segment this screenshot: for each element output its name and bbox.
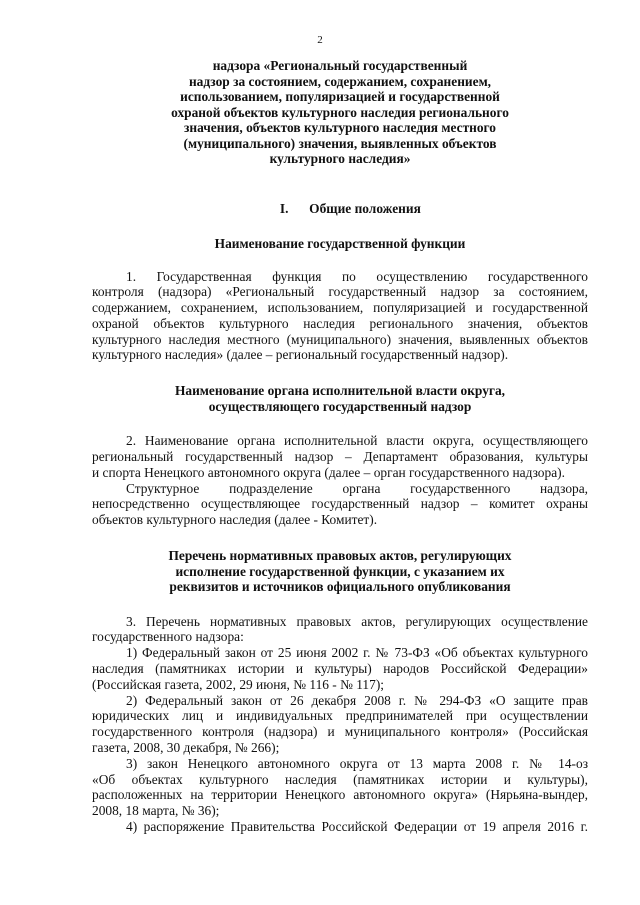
paragraph-line: государственного контроля (надзора) и муниципального контроля» (Российская <box>92 724 588 740</box>
paragraph-line: 1) Федеральный закон от 25 июня 2002 г. № 73-ФЗ «Об объектах культурного <box>126 645 588 661</box>
paragraph-line: 2008, 18 марта, № 36); <box>92 803 220 819</box>
title-line: культурного наследия» <box>269 151 411 166</box>
section-title: Общие положения <box>309 200 421 216</box>
document-title <box>92 58 588 167</box>
paragraph-line: 3) закон Ненецкого автономного округа от 13 марта 2008 г. № 14-оз <box>126 755 588 771</box>
list-item-1 <box>92 645 588 692</box>
title-line: (муниципального) значения, выявленных объектов <box>183 135 497 151</box>
paragraph-line: непосредственно осуществляющее государственный надзор – комитет охраны <box>92 496 588 512</box>
paragraph-line: содержанием, сохранением, использованием, популяризацией и государственной <box>92 300 588 316</box>
title-line: надзор за состоянием, содержанием, сохранением, <box>188 73 492 89</box>
paragraph-3 <box>92 481 588 528</box>
paragraph-line: расположенных на территории Ненецкого автономного округа» (Нярьяна-вындер, <box>92 787 588 803</box>
title-line: охраной объектов культурного наследия регионального <box>171 104 509 120</box>
paragraph-line: 3. Перечень нормативных правовых актов, регулирующих осуществление <box>126 613 588 629</box>
paragraph-line: охраной объектов культурного наследия регионального значения, объектов <box>92 315 588 331</box>
paragraph-line: юридических лиц и индивидуальных предпринимателей при осуществлении <box>92 708 588 724</box>
paragraph-4 <box>92 614 588 646</box>
paragraph-line: региональный государственный надзор – Департамент образования, культуры <box>92 449 588 465</box>
page-number: 2 <box>317 34 323 46</box>
section-number: I. <box>279 200 289 216</box>
paragraph-line: «Об объектах культурного наследия (памятниках истории и культуры), <box>92 771 588 787</box>
paragraph-line: культурного наследия» (далее – региональный государственный надзор). <box>92 347 509 363</box>
paragraph-line: государственного надзора: <box>92 629 244 645</box>
paragraph-line: объектов культурного наследия (далее - Комитет). <box>92 512 378 528</box>
paragraph-line: 2. Наименование органа исполнительной власти округа, осуществляющего <box>126 433 588 449</box>
list-item-4 <box>92 819 588 835</box>
document-body <box>92 58 588 835</box>
paragraph-line: 4) распоряжение Правительства Российской Федерации от 19 апреля 2016 г. <box>126 818 588 834</box>
list-item-3 <box>92 756 588 819</box>
paragraph-line: контроля (надзора) «Региональный государственный надзор за состоянием, <box>92 284 588 300</box>
title-line: использованием, популяризацией и государственной <box>180 89 500 104</box>
paragraph-line: Структурное подразделение органа государственного надзора, <box>126 480 588 496</box>
paragraph-line: наследия (памятниках истории и культуры) народов Российской Федерации» <box>92 660 588 676</box>
paragraph-line: культурного наследия местного (муниципального) значения, выявленных объектов <box>92 331 588 347</box>
paragraph-line: (Российская газета, 2002, 29 июня, № 116 - № 117); <box>92 676 385 692</box>
title-line: надзора «Региональный государственный <box>212 58 468 73</box>
paragraph-2 <box>92 433 588 480</box>
subheading-function-name: Наименование государственной функции <box>214 236 466 251</box>
list-item-2 <box>92 693 588 756</box>
subheading-authority: Наименование органа исполнительной власти округа, осуществляющего государственный надзор <box>174 383 506 414</box>
paragraph-1 <box>92 269 588 364</box>
paragraph-line: газета, 2008, 30 декабря, № 266); <box>92 739 280 755</box>
paragraph-line: 1. Государственная функция по осуществлению государственного <box>126 268 588 284</box>
subheading-legal-acts: Перечень нормативных правовых актов, регулирующих исполнение государственной функции, с указанием их реквизитов и источников официального опубликования <box>168 548 512 595</box>
paragraph-line: 2) Федеральный закон от 26 декабря 2008 г. № 294-ФЗ «О защите прав <box>126 692 588 708</box>
section-heading <box>92 201 588 217</box>
title-line: значения, объектов культурного наследия местного <box>183 120 497 135</box>
paragraph-line: и спорта Ненецкого автономного округа (далее – орган государственного надзора). <box>92 464 565 480</box>
